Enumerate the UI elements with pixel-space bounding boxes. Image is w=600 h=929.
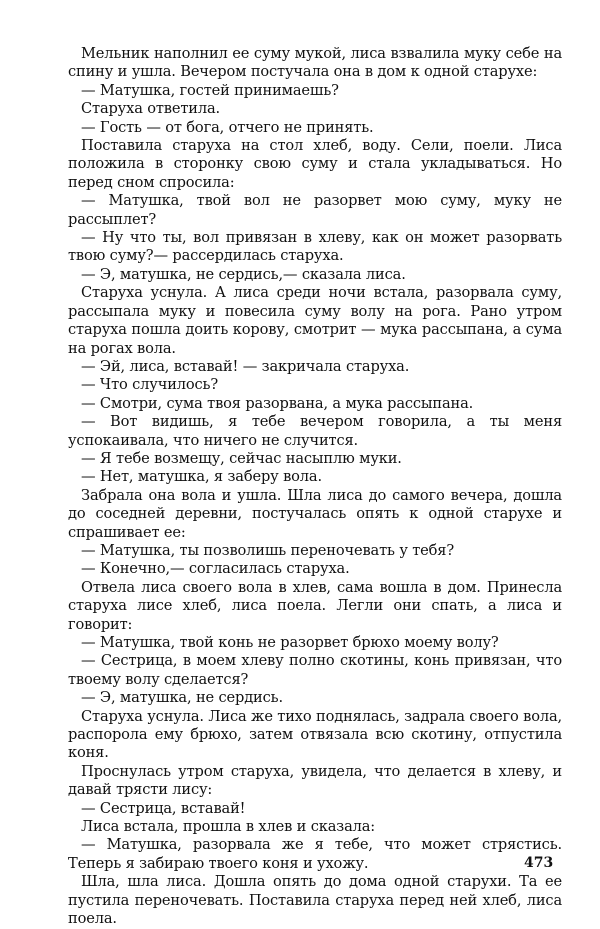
paragraph: — Сестрица, вставай! [81,799,246,817]
paragraph: — Смотри, сума твоя разорвана, а мука рассыпана. [81,394,474,412]
paragraph: — Э, матушка, не сердись,— сказала лиса. [81,265,406,283]
paragraph: — Вот видишь, я тебе вечером говорила, а ты меня успокаивала, что ничего не случится. [68,413,562,449]
paragraph: — Сестрица, в моем хлеву полно скотины, конь привязан, что твоему волу сделается? [68,652,562,688]
paragraph: Старуха ответила. [81,100,221,118]
paragraph: — Матушка, гостей принимаешь? [81,81,339,99]
paragraph: — Что случилось? [81,376,219,394]
paragraph: Забрала она вола и ушла. Шла лиса до самого вечера, дошла до соседней деревни, постучалась опять к одной старухе и спрашивает ее: [68,486,562,541]
paragraph: — Эй, лиса, вставай! — закричала старуха. [81,357,410,375]
paragraph: — Я тебе возмещу, сейчас насыплю муки. [81,449,402,467]
paragraph: — Гость — от бога, отчего не принять. [81,118,374,136]
paragraph: — Матушка, твой вол не разорвет мою суму, муку не рассыплет? [68,192,562,228]
paragraph: — Матушка, ты позволишь переночевать у тебя? [81,541,455,559]
paragraph: Проснулась утром старуха, увидела, что делается в хлеву, и давай трясти лису: [68,762,562,799]
paragraph: — Матушка, твой конь не разорвет брюхо моему волу? [81,634,499,651]
page-text [68,45,562,929]
paragraph: Лиса встала, прошла в хлев и сказала: [81,818,376,836]
paragraph: Отвела лиса своего вола в хлев, сама вошла в дом. Принесла старуха лисе хлеб, лиса поела. Легли они спать, а лиса и говорит: [68,578,562,633]
paragraph: — Ну что ты, вол привязан в хлеву, как он может разорвать твою суму?— рассердилась старуха. [68,229,562,265]
paragraph: Старуха уснула. Лиса же тихо поднялась, задрала своего вола, распорола ему брюхо, затем отвязала всю скотину, отпустила коня. [68,707,562,762]
paragraph: — Э, матушка, не сердись. [81,689,283,707]
paragraph: Шла, шла лиса. Дошла опять до дома одной старухи. Та ее пустила переночевать. Поставила старуха перед ней хлеб, лиса поела. [68,873,562,928]
paragraph: — Конечно,— согласилась старуха. [81,560,350,578]
paragraph: Поставила старуха на стол хлеб, воду. Сели, поели. Лиса положила в сторонку свою суму и стала укладываться. Но перед сном спросила: [68,137,562,191]
page-number: 473 [524,855,554,871]
paragraph: Мельник наполнил ее суму мукой, лиса взвалила муку себе на спину и ушла. Вечером постучала она в дом к одной старухе: [68,45,562,81]
paragraph: — Матушка, разорвала же я тебе, что может стрястись. Теперь я забираю твоего коня и ухожу. [68,836,562,872]
paragraph: Старуха уснула. А лиса среди ночи встала, разорвала суму, рассыпала муку и повесила суму волу на рога. Рано утром старуха пошла доить корову, смотрит — мука рассыпана, а сума на рогах вола. [68,284,562,357]
paragraph: — Нет, матушка, я заберу вола. [81,468,322,486]
